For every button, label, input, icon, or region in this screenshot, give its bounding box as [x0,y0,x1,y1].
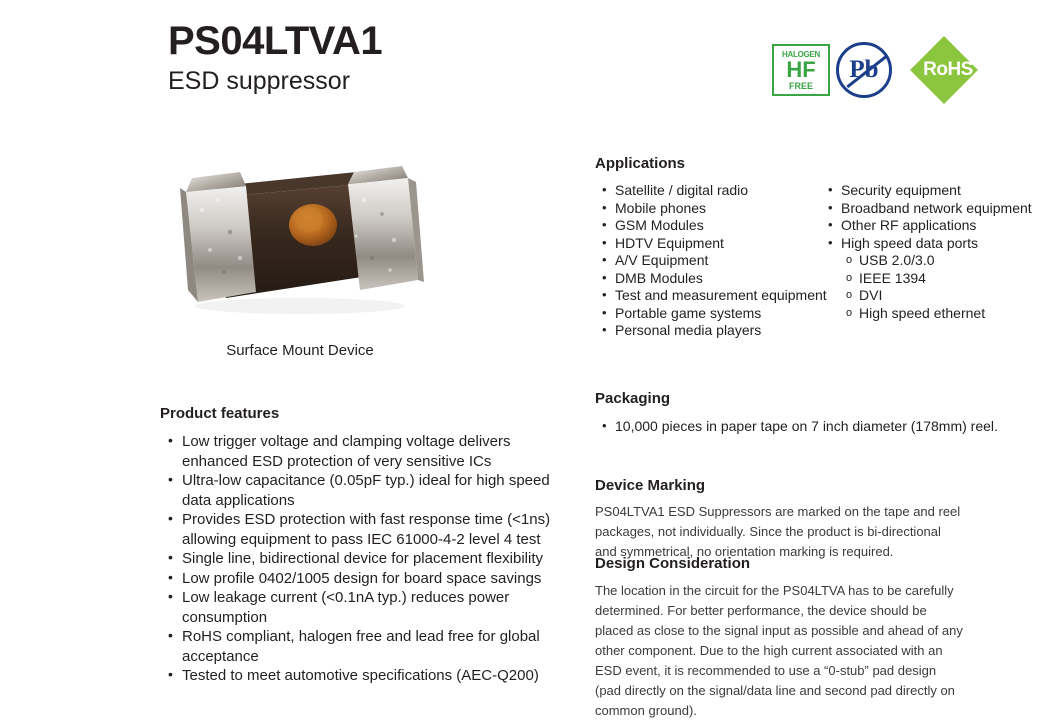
halogen-free-top-label: HALOGEN [782,49,820,59]
title-block [168,18,382,96]
device-caption: Surface Mount Device [226,342,374,359]
design-consideration-text: The location in the circuit for the PS04LTVA has to be carefully determined. For better performance, the device should be placed as close to the signal input as possible and ahead of any other component. Due to the high current associated with an ESD event, it is recommended to use a “0-stub” pad design (pad directly on the signal/data line and second pad directly on common ground). [595,583,963,718]
rohs-icon [898,42,998,98]
left-column [0,120,580,696]
document-header [0,0,1050,120]
list-item: • Satellite / digital radio [602,182,832,200]
packaging-list [602,418,1002,436]
list-item: • Single line, bidirectional device for placement flexibility [168,549,568,569]
list-item: • DMB Modules [602,270,832,288]
halogen-free-mid-label: HF [786,56,816,82]
list-item: • Low trigger voltage and clamping voltage delivers enhanced ESD protection of very sensitive ICs [168,432,568,471]
halogen-free-icon [772,44,830,96]
device-photo [150,140,450,340]
compliance-logos [772,42,998,98]
list-item: o IEEE 1394 [846,270,1048,288]
list-item: o USB 2.0/3.0 [846,252,1048,270]
product-features-heading: Product features [160,405,280,422]
list-item: • Provides ESD protection with fast response time (<1ns) allowing equipment to pass IEC 61000-4-2 level 4 test [168,510,568,549]
list-item: • Broadband network equipment [828,200,1048,218]
applications-sublist [828,252,1048,322]
applications-list-column-2 [828,182,1048,322]
list-item: o High speed ethernet [846,305,1048,323]
list-item: • Test and measurement equipment [602,287,832,305]
applications-heading: Applications [595,155,686,172]
list-item: • HDTV Equipment [602,235,832,253]
lead-free-label: Pb [849,56,879,83]
list-item: • Low leakage current (<0.1nA typ.) reduces power consumption [168,588,568,627]
design-consideration-heading: Design Consideration [595,555,751,572]
list-item: • Security equipment [828,182,1048,200]
list-item: • 10,000 pieces in paper tape on 7 inch diameter (178mm) reel. [602,418,1002,436]
applications-list-column-1 [602,182,832,340]
list-item: • Portable game systems [602,305,832,323]
product-features-list [168,432,568,686]
list-item: • A/V Equipment [602,252,832,270]
list-item: • Tested to meet automotive specifications (AEC-Q200) [168,666,568,686]
list-item: • Ultra-low capacitance (0.05pF typ.) ideal for high speed data applications [168,471,568,510]
lead-free-icon [836,42,892,98]
list-item: • Low profile 0402/1005 design for board space savings [168,569,568,589]
device-photo-graphic [150,140,450,340]
page-title: PS04LTVA1 [168,19,383,63]
halogen-free-bottom-label: FREE [788,80,813,91]
list-item: • RoHS compliant, halogen free and lead free for global acceptance [168,627,568,666]
page-subtitle: ESD suppressor [168,67,351,95]
list-item: • Personal media players [602,322,832,340]
applications-sublist-wrapper [828,252,1048,322]
list-item: • Other RF applications [828,217,1048,235]
device-marking-heading: Device Marking [595,477,706,494]
packaging-heading: Packaging [595,390,671,407]
list-item: • GSM Modules [602,217,832,235]
rohs-label: RoHS [923,59,973,80]
list-item: • High speed data ports [828,235,1048,253]
list-item: • Mobile phones [602,200,832,218]
right-column [592,120,1050,718]
device-marking-text: PS04LTVA1 ESD Suppressors are marked on the tape and reel packages, not individually. Since the product is bi-directional and symmetrical, no orientation marking is required. [595,504,961,559]
list-item: o DVI [846,287,1048,305]
